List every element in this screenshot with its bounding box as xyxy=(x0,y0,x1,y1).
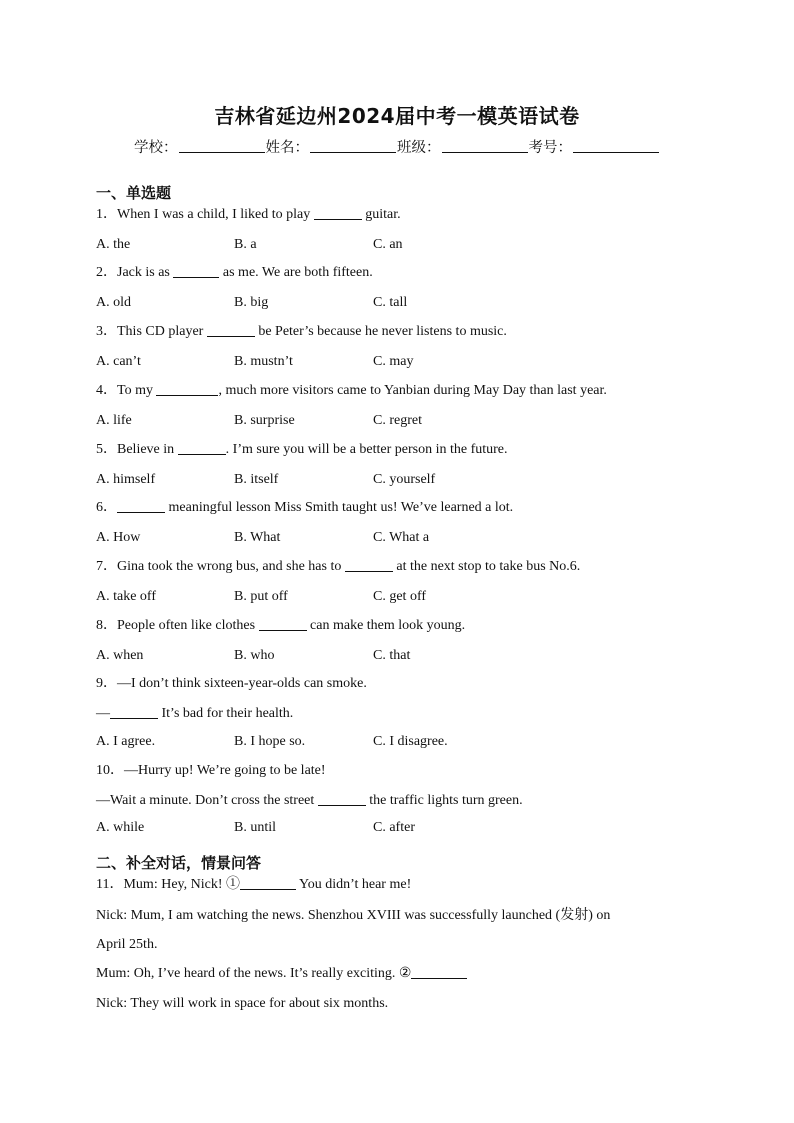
answer-blank xyxy=(156,382,218,396)
answer-blank xyxy=(117,499,165,513)
option-a[interactable]: A. old xyxy=(96,295,131,310)
question-11-line-4 xyxy=(96,965,704,983)
exam-no-label: 考号： xyxy=(528,140,572,156)
section-heading-dialogue: 二、补全对话，情景问答 xyxy=(96,854,262,872)
option-c[interactable]: C. may xyxy=(373,354,414,369)
question-2 xyxy=(96,264,704,282)
question-11-line-1 xyxy=(96,876,704,894)
question-7 xyxy=(96,558,704,576)
option-a[interactable]: A. when xyxy=(96,648,144,663)
question-text: guitar. xyxy=(361,207,401,222)
option-b[interactable]: B. I hope so. xyxy=(234,734,306,749)
question-text: 7．Gina took the wrong bus, and she has to xyxy=(96,559,345,574)
option-a[interactable]: A. take off xyxy=(96,589,156,604)
option-a[interactable]: A. How xyxy=(96,530,141,545)
option-a[interactable]: A. life xyxy=(96,413,132,428)
class-label: 班级： xyxy=(397,140,441,156)
school-label: 学校： xyxy=(134,140,178,156)
answer-blank xyxy=(314,206,362,220)
answer-blank xyxy=(207,323,255,337)
question-11-line-2: Nick: Mum, I am watching the news. Shenzhou XVIII was successfully launched (发射) on xyxy=(96,908,611,923)
question-6 xyxy=(96,499,704,517)
option-b[interactable]: B. itself xyxy=(234,472,279,487)
option-b[interactable]: B. until xyxy=(234,820,277,835)
option-a[interactable]: A. can’t xyxy=(96,354,141,369)
option-c[interactable]: C. yourself xyxy=(373,472,436,487)
question-text: — xyxy=(96,706,110,721)
option-c[interactable]: C. get off xyxy=(373,589,427,604)
answer-blank xyxy=(259,617,307,631)
option-a[interactable]: A. I agree. xyxy=(96,734,156,749)
answer-blank xyxy=(110,705,158,719)
question-text: at the next stop to take bus No.6. xyxy=(392,559,581,574)
option-b[interactable]: B. who xyxy=(234,648,275,663)
answer-blank xyxy=(173,264,219,278)
name-blank[interactable] xyxy=(310,138,396,153)
question-10: 10．—Hurry up! We’re going to be late! xyxy=(96,763,326,778)
question-text: 6． xyxy=(96,500,117,515)
option-c[interactable]: C. What a xyxy=(373,530,430,545)
question-text: the traffic lights turn green. xyxy=(365,793,523,808)
option-b[interactable]: B. mustn’t xyxy=(234,354,293,369)
exam-no-blank[interactable] xyxy=(573,138,659,153)
question-10-reply xyxy=(96,792,704,810)
question-text: It’s bad for their health. xyxy=(158,706,294,721)
question-text: can make them look young. xyxy=(306,618,466,633)
name-label: 姓名： xyxy=(265,140,309,156)
section-heading-single-choice: 一、单选题 xyxy=(96,184,172,202)
option-b[interactable]: B. a xyxy=(234,237,257,252)
option-a[interactable]: A. the xyxy=(96,237,131,252)
question-text: as me. We are both fifteen. xyxy=(219,265,373,280)
question-11-line-5: Nick: They will work in space for about six months. xyxy=(96,996,389,1011)
question-5 xyxy=(96,441,704,459)
question-11-line-3: April 25th. xyxy=(96,937,158,952)
question-text: —Wait a minute. Don’t cross the street xyxy=(96,793,318,808)
question-text: , much more visitors came to Yanbian during May Day than last year. xyxy=(218,383,607,398)
question-text: 3．This CD player xyxy=(96,324,207,339)
question-text: 11．Mum: Hey, Nick! ① xyxy=(96,877,240,892)
question-text: meaningful lesson Miss Smith taught us! We’ve learned a lot. xyxy=(165,500,514,515)
question-text: 4．To my xyxy=(96,383,157,398)
option-c[interactable]: C. I disagree. xyxy=(373,734,448,749)
exam-title: 吉林省延边州2024届中考一模英语试卷 xyxy=(214,104,580,128)
option-b[interactable]: B. surprise xyxy=(234,413,295,428)
question-text: 8．People often like clothes xyxy=(96,618,259,633)
question-8 xyxy=(96,617,704,635)
option-b[interactable]: B. put off xyxy=(234,589,288,604)
answer-blank xyxy=(345,558,393,572)
answer-blank-2 xyxy=(411,965,467,979)
question-text: 5．Believe in xyxy=(96,442,178,457)
question-4 xyxy=(96,382,704,400)
question-text: 2．Jack is as xyxy=(96,265,174,280)
class-blank[interactable] xyxy=(442,138,528,153)
question-9-reply xyxy=(96,705,704,723)
option-c[interactable]: C. regret xyxy=(373,413,422,428)
option-a[interactable]: A. while xyxy=(96,820,145,835)
question-text: 1．When I was a child, I liked to play xyxy=(96,207,314,222)
answer-blank xyxy=(318,792,366,806)
option-c[interactable]: C. an xyxy=(373,237,403,252)
option-b[interactable]: B. What xyxy=(234,530,281,545)
answer-blank-1 xyxy=(240,876,296,890)
question-3 xyxy=(96,323,704,341)
question-9: 9．—I don’t think sixteen-year-olds can smoke. xyxy=(96,676,367,691)
question-text: You didn’t hear me! xyxy=(296,877,412,892)
answer-blank xyxy=(178,441,226,455)
option-c[interactable]: C. tall xyxy=(373,295,408,310)
option-b[interactable]: B. big xyxy=(234,295,269,310)
option-c[interactable]: C. that xyxy=(373,648,411,663)
question-text: Mum: Oh, I’ve heard of the news. It’s really exciting. ② xyxy=(96,966,412,981)
question-1 xyxy=(96,206,704,224)
option-c[interactable]: C. after xyxy=(373,820,415,835)
school-blank[interactable] xyxy=(179,138,265,153)
question-text: be Peter’s because he never listens to music. xyxy=(254,324,507,339)
option-a[interactable]: A. himself xyxy=(96,472,156,487)
student-info-line xyxy=(0,136,794,157)
question-text: . I’m sure you will be a better person in the future. xyxy=(225,442,508,457)
